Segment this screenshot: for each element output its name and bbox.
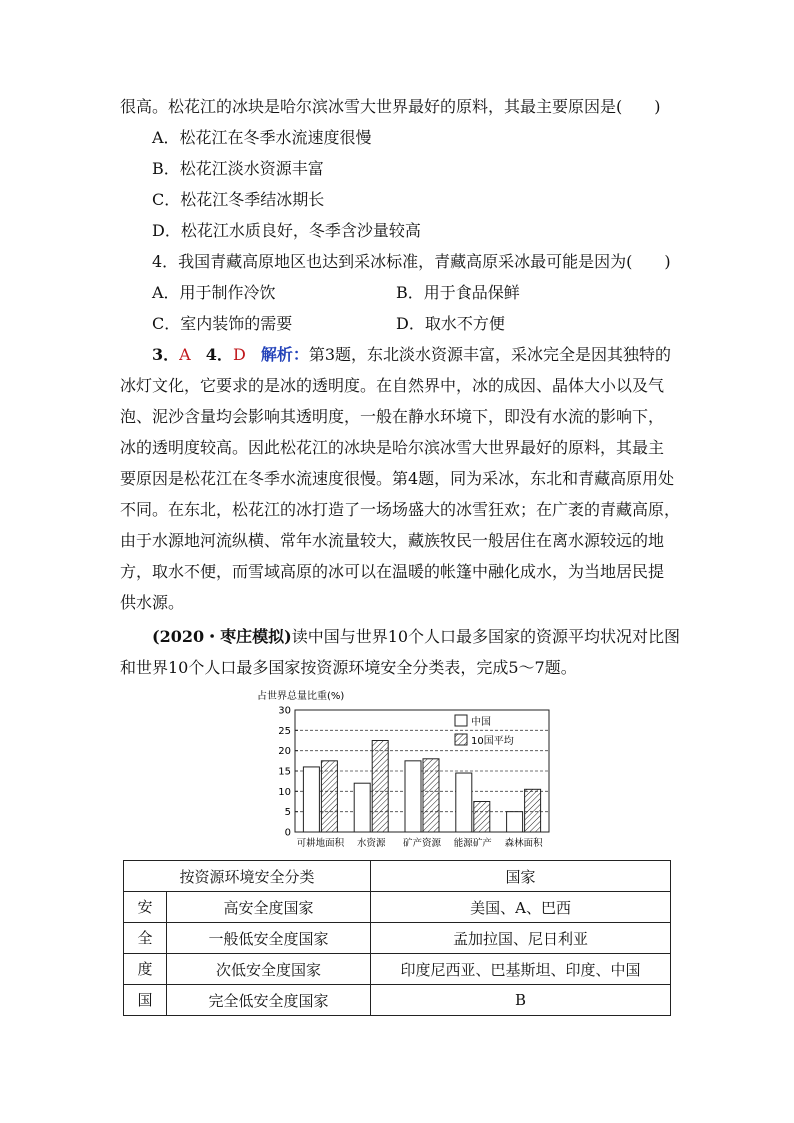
x-tick-label: 森林面积 [504,838,543,849]
header-countries: 国家 [371,861,671,892]
table-row [124,892,671,923]
security-classification-table [123,860,671,1016]
q4-option-b: B．用于食品保鲜 [396,283,520,302]
header-classification: 按资源环境安全分类 [124,861,371,892]
analysis-line: 方，取水不便，而雪域高原的冰可以在温暖的帐篷中融化成水，为当地居民提 [120,562,665,581]
bar-china [354,783,370,832]
y-tick-label: 15 [278,766,291,778]
group-char: 安 [124,892,167,923]
table-row [124,954,671,985]
q4-answer-number: 4． [205,345,233,364]
legend-label: 中国 [471,717,491,728]
x-tick-label: 矿产资源 [402,838,442,849]
q3-option-c: C．松花江冬季结冰期长 [152,190,325,209]
analysis-line: 泡、泥沙含量均会影响其透明度，一般在静水环境下，即没有水流的影响下， [120,407,665,426]
intro-line-2: 和世界10个人口最多国家按资源环境安全分类表，完成5～7题。 [120,658,577,677]
table-row [124,923,671,954]
group-char: 全 [124,923,167,954]
intro-line-1 [152,627,680,647]
bar-ten-country-avg [525,789,541,832]
x-tick-label: 水资源 [356,838,386,849]
q4-option-d: D．取水不方便 [396,314,505,333]
q3-option-d: D．松花江水质良好，冬季含沙量较高 [152,221,421,240]
bar-ten-country-avg [474,802,490,833]
table-row [124,985,671,1016]
group-char: 国 [124,985,167,1016]
q4-answer: D [232,345,246,364]
legend-swatch [455,734,467,745]
row-countries: 印度尼西亚、巴基斯坦、印度、中国 [371,954,671,985]
q3-answer: A [179,345,191,364]
analysis-line: 由于水源地河流纵横、常年水流量较大，藏族牧民一般居住在离水源较远的地 [120,531,665,550]
y-tick-label: 20 [278,746,291,758]
row-countries: 美国、A、巴西 [371,892,671,923]
q4-option-c: C．室内装饰的需要 [152,314,293,333]
q4-stem: 4．我国青藏高原地区也达到采冰标准，青藏高原采冰最可能是因为( ) [152,252,671,271]
legend-swatch [455,715,467,726]
bar-ten-country-avg [372,741,388,833]
row-category: 高安全度国家 [167,892,371,923]
y-tick-label: 0 [284,827,291,839]
q3-option-a: A．松花江在冬季水流速度很慢 [152,128,372,147]
row-countries: 孟加拉国、尼日利亚 [371,923,671,954]
answer-line-1 [152,345,671,365]
y-tick-label: 25 [278,725,291,737]
q3-option-b: B．松花江淡水资源丰富 [152,159,324,178]
q3-stem: 很高。松花江的冰块是哈尔滨冰雪大世界最好的原料，其最主要原因是( ) [120,97,661,116]
bar-china [456,773,472,832]
analysis-line: 不同。在东北，松花江的冰打造了一场场盛大的冰雪狂欢；在广袤的青藏高原， [120,500,681,519]
q3-answer-number: 3． [152,345,180,364]
analysis-text: 第3题，东北淡水资源丰富，采冰完全是因其独特的 [308,345,672,364]
y-axis-label: 占世界总量比重(%) [257,691,345,702]
bar-china [303,767,319,832]
row-category: 一般低安全度国家 [167,923,371,954]
y-tick-label: 10 [278,786,291,798]
analysis-label: 解析： [260,345,309,364]
analysis-line: 冰的透明度较高。因此松花江的冰块是哈尔滨冰雪大世界最好的原料，其最主 [120,438,665,457]
q4-option-a: A．用于制作冷饮 [152,283,276,302]
group-char: 度 [124,954,167,985]
bar-china [507,812,523,832]
legend-label: 10国平均 [471,736,514,747]
y-tick-label: 5 [284,807,291,819]
y-tick-label: 30 [278,705,291,717]
row-category: 次低安全度国家 [167,954,371,985]
table-header-row [124,861,671,892]
analysis-line: 冰灯文化，它要求的是冰的透明度。在自然界中，冰的成因、晶体大小以及气 [120,376,665,395]
intro-text: 读中国与世界10个人口最多国家的资源平均状况对比图 [291,627,681,646]
x-tick-label: 可耕地面积 [296,838,345,849]
bar-ten-country-avg [321,761,337,832]
question-source: (2020・枣庄模拟) [152,627,292,646]
x-tick-label: 能源矿产 [453,838,492,849]
resource-comparison-chart [255,682,555,854]
row-countries: B [371,985,671,1016]
analysis-line: 要原因是松花江在冬季水流速度很慢。第4题，同为采冰，东北和青藏高原用处 [120,469,675,488]
bar-ten-country-avg [423,759,439,832]
bar-china [405,761,421,832]
row-category: 完全低安全度国家 [167,985,371,1016]
analysis-line: 供水源。 [120,593,185,612]
